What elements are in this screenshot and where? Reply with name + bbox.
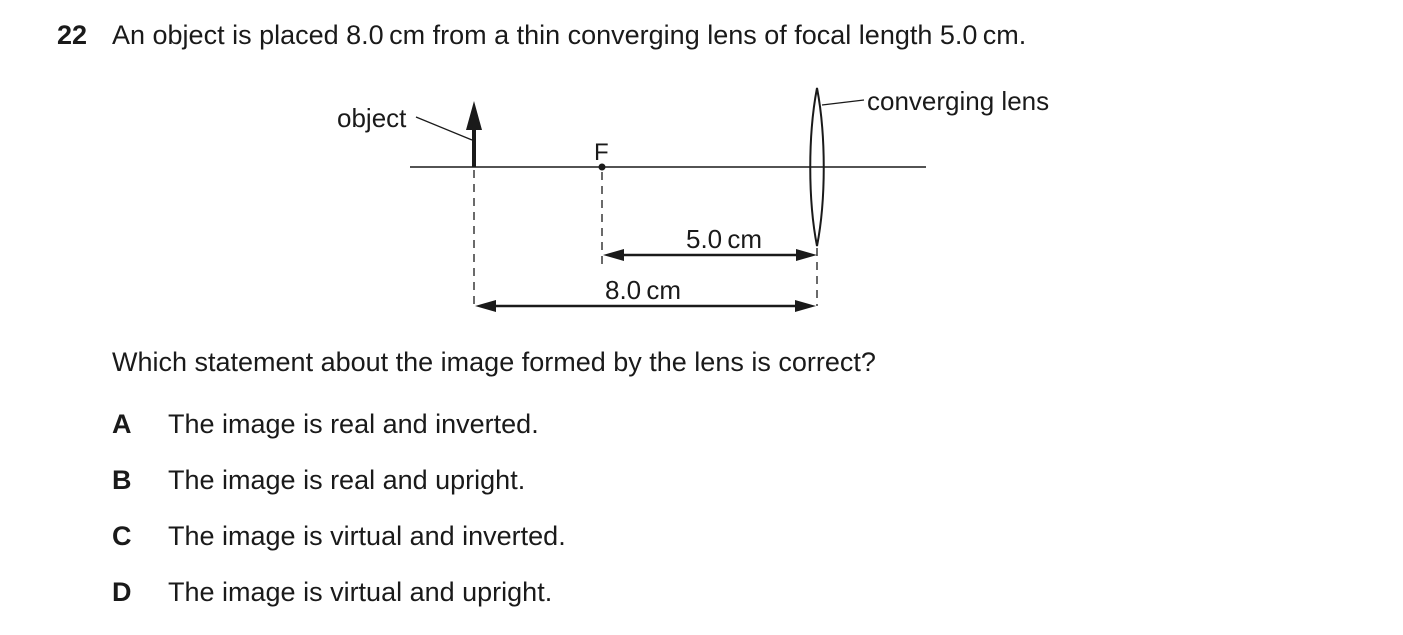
question-stem: An object is placed 8.0 cm from a thin converging lens of focal length 5.0 cm. [112, 20, 1027, 50]
object-label: object [337, 103, 407, 133]
option-text: The image is virtual and upright. [168, 577, 553, 607]
option-text: The image is virtual and inverted. [168, 521, 566, 551]
focal-length-label: 5.0 cm [686, 224, 763, 254]
lens-label: converging lens [867, 86, 1050, 116]
object-arrow [466, 101, 482, 167]
option-text: The image is real and upright. [168, 465, 526, 495]
option-letter: D [112, 577, 132, 607]
option-text: The image is real and inverted. [168, 409, 539, 439]
option-letter: B [112, 465, 132, 495]
question-prompt: Which statement about the image formed by the lens is correct? [112, 347, 876, 377]
object-distance-label: 8.0 cm [605, 275, 682, 305]
focal-point-label: F [594, 139, 609, 166]
question-number: 22 [57, 20, 88, 50]
option-letter: C [112, 521, 132, 551]
lens-leader-line [822, 100, 864, 105]
option-letter: A [112, 409, 132, 439]
object-leader-line [416, 117, 472, 140]
